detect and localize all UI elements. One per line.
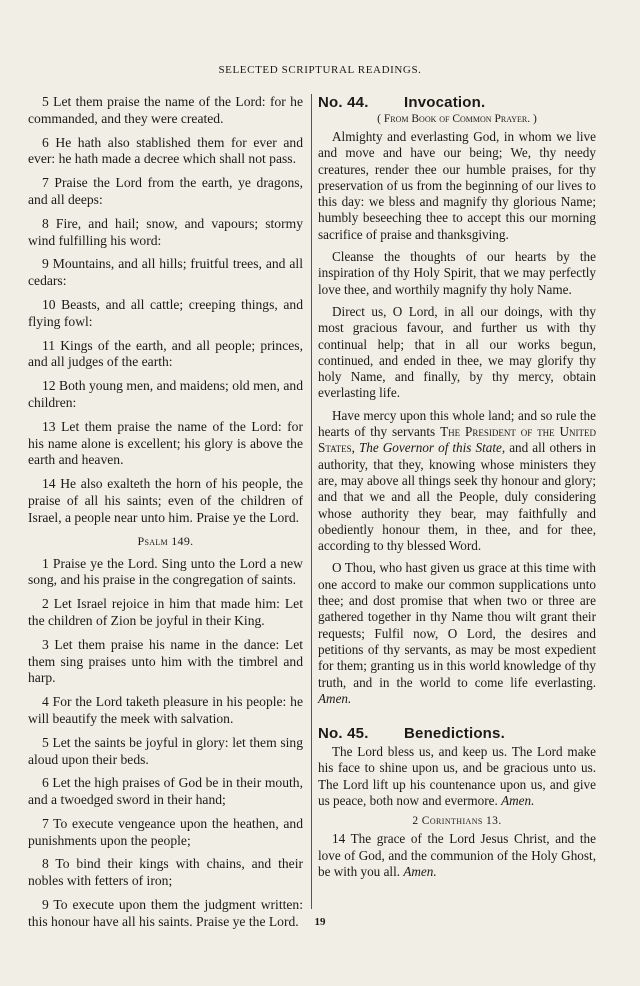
verse: 8 To bind their kings with chains, and their nobles with fetters of iron; xyxy=(28,856,303,889)
column-divider xyxy=(311,94,312,909)
verse: 10 Beasts, and all cattle; creeping things, and flying fowl: xyxy=(28,296,303,329)
section-44-title xyxy=(318,94,596,111)
page-number: 19 xyxy=(314,916,326,928)
verse: 9 To execute upon them the judgment written: this honour have all his saints. Praise ye the Lord. xyxy=(28,897,303,929)
benediction-text: 14 The grace of the Lord Jesus Christ, and the love of God, and the communion of the Holy Ghost, be with you all. xyxy=(318,831,596,879)
amen: Amen. xyxy=(501,792,535,808)
verse: 5 Let the saints be joyful in glory: let them sing aloud upon their beds. xyxy=(28,734,303,767)
psalm-heading: Psalm 149. xyxy=(137,533,194,548)
verse: 4 For the Lord taketh pleasure in his people: he will beautify the meek with salvation. xyxy=(28,694,303,726)
amen: Amen. xyxy=(318,690,352,706)
section-number: No. 45. xyxy=(318,725,369,743)
source-note: ( From Book of Common Prayer. ) xyxy=(377,113,537,125)
section-name: Invocation. xyxy=(404,94,486,111)
section-number: No. 44. xyxy=(318,94,369,111)
amen: Amen. xyxy=(403,863,437,879)
left-column xyxy=(28,94,303,938)
running-header: SELECTED SCRIPTURAL READINGS. xyxy=(218,64,422,76)
prayer-paragraph: Cleanse the thoughts of our hearts by the inspiration of thy Holy Spirit, that we may perfectly love thee, and worthily magnify thy holy Name. xyxy=(318,249,596,297)
prayer-paragraph: Almighty and everlasting God, in whom we live and move and have our being; We, thy needy creatures, render thee our humble praises, for thy preservation of us from the beginning of our lives to this day: we bless and magnify thy glorious Name; humbly beseeching thee to accept this our morning sacrifice of praise and thanksgiving. xyxy=(318,129,596,242)
prayer-paragraph xyxy=(318,408,596,555)
verse: 1 Praise ye the Lord. Sing unto the Lord a new song, and his praise in the congregation of saints. xyxy=(28,555,303,588)
verse: 6 Let the high praises of God be in their mouth, and a twoedged sword in their hand; xyxy=(28,775,303,808)
scripture-reference: 2 Corinthians 13. xyxy=(412,815,502,828)
governor-title: The Governor of this State, xyxy=(358,440,506,456)
verse: 9 Mountains, and all hills; fruitful trees, and all cedars: xyxy=(28,256,303,289)
benediction-paragraph xyxy=(318,831,596,880)
verse: 14 He also exalteth the horn of his people, the praise of all his saints; even of the children of Israel, a people near unto him. Praise ye the Lord. xyxy=(28,476,303,525)
benediction-paragraph xyxy=(318,744,596,809)
verse: 7 Praise the Lord from the earth, ye dragons, and all deeps: xyxy=(28,175,303,207)
verse: 2 Let Israel rejoice in him that made him: Let the children of Zion be joyful in their King. xyxy=(28,596,303,628)
prayer-text: Have mercy upon this whole land; and so rule the hearts of thy servants xyxy=(318,407,596,440)
section-name: Benedictions. xyxy=(404,725,505,743)
verse: 11 Kings of the earth, and all people; princes, and all judges of the earth: xyxy=(28,337,303,370)
verse: 12 Both young men, and maidens; old men, and children: xyxy=(28,378,303,410)
prayer-text: and all others in authority, that they, knowing whose ministers they are, may above all things seek thy honour and glory; and that we and all the People, duly considering whose authority they bear, may faithfully and obediently honour them, in thee, and for thee, according to thy blessed Word. xyxy=(318,440,597,554)
verse: 8 Fire, and hail; snow, and vapours; stormy wind fulfilling his word: xyxy=(28,215,303,248)
benediction-text: The Lord bless us, and keep us. The Lord make his face to shine upon us, and be gracious unto us. The Lord lift up his countenance upon us, and give us peace, both now and evermore. xyxy=(318,744,596,808)
prayer-text: O Thou, who hast given us grace at this time with one accord to make our common supplications unto thee; and dost promise that when two or three are gathered together in thy Name thou wilt grant their requests; Fulfil now, O Lord, the desires and petitions of thy servants, as may be most expedient for them; granting us in this world knowledge of thy truth, and in the world to come life everlasting. xyxy=(318,560,596,690)
section-45-title xyxy=(318,725,596,742)
verse: 6 He hath also stablished them for ever and ever: he hath made a decree which shall not pass. xyxy=(28,134,303,167)
verse: 3 Let them praise his name in the dance: Let them sing praises unto him with the timbrel and harp. xyxy=(28,636,303,686)
verse: 7 To execute vengeance upon the heathen, and punishments upon the people; xyxy=(28,815,303,848)
verse: 5 Let them praise the name of the Lord: for he commanded, and they were created. xyxy=(28,94,303,126)
right-column xyxy=(318,94,596,886)
prayer-paragraph xyxy=(318,560,596,707)
president-title: The President of the United States, xyxy=(318,424,596,456)
verse: 13 Let them praise the name of the Lord: for his name alone is excellent; his glory is above the earth and heaven. xyxy=(28,418,303,468)
prayer-paragraph: Direct us, O Lord, in all our doings, with thy most gracious favour, and further us with thy continual help; that in all our works begun, continued, and ended in thee, we may glorify thy holy Name, and finally, by thy mercy, obtain everlasting life. xyxy=(318,303,596,401)
